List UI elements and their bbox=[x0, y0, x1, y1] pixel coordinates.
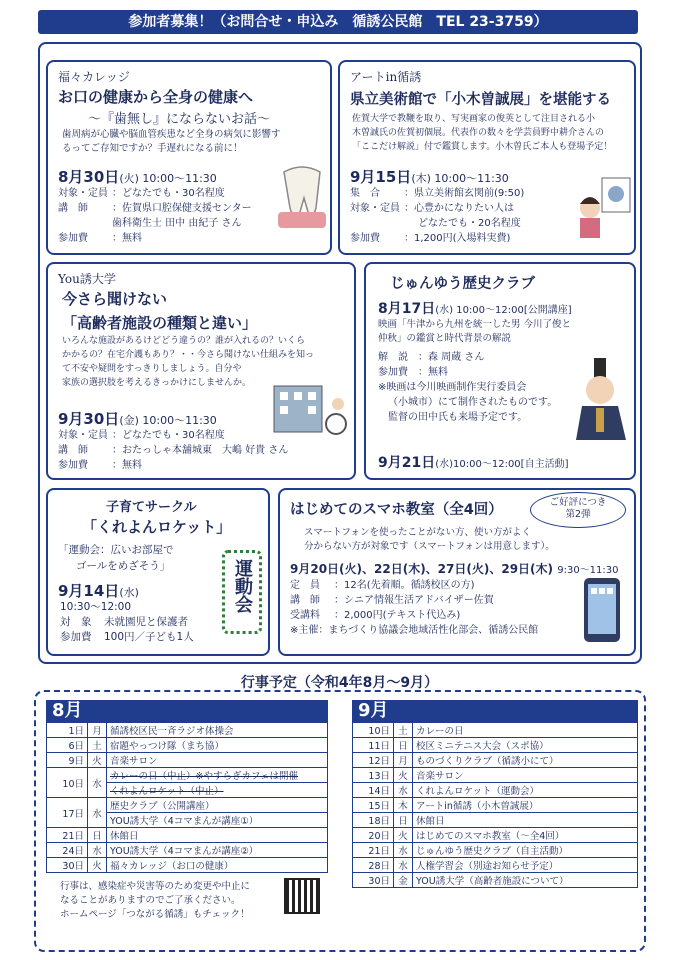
table-row: YOU誘大学（4コマまんが講座①） bbox=[47, 813, 328, 828]
event-desc: スマートフォンを使ったことがない方、使い方がよく 分からない方が対象です（スマートフォンは用意します）。 bbox=[304, 527, 555, 552]
table-row: 24日 水 YOU誘大学（4コマまんが講座②） bbox=[47, 843, 328, 858]
event-desc: 映画「牛津から九州を統一した男 今川了俊と 仲秋」の鑑賞と時代背景の解説 bbox=[378, 319, 572, 344]
event-date: 9月30日(金) 10:00～11:30 bbox=[58, 410, 217, 428]
smartphone-illustration bbox=[576, 576, 628, 646]
august-table bbox=[46, 722, 328, 873]
event-subtitle: ～『歯無し』にならないお話～ bbox=[88, 112, 271, 127]
table-row: 11日 日 校区ミニテニス大会（スポ協） bbox=[353, 738, 638, 753]
table-row: 20日 火 はじめてのスマホ教室（～全4回） bbox=[353, 828, 638, 843]
qr-code[interactable] bbox=[284, 878, 320, 914]
event-desc: 「運動会：広いお部屋で ゴールをめざそう」 bbox=[58, 544, 174, 572]
painting-viewer-illustration bbox=[576, 174, 632, 238]
event-date: 8月30日(火) 10:00～11:30 bbox=[58, 168, 217, 186]
event-tag: 子育てサークル bbox=[106, 500, 197, 515]
schedule-note: 行事は、感染症や災害等のため変更や中止に なることがありますのでご了承ください。 ホームページ「つながる循誘」もチェック！ bbox=[60, 881, 251, 920]
samurai-illustration bbox=[572, 356, 630, 440]
event-date: 9月14日(水) bbox=[58, 582, 139, 600]
event-desc: 歯周病が心臓や脳血管疾患など全身の病気に影響す るってご存知ですか？手遅れになる前に！ bbox=[62, 129, 281, 154]
table-row: 13日 火 音楽サロン bbox=[353, 768, 638, 783]
table-row: 17日 水 歴史クラブ（公開講座） bbox=[47, 798, 328, 813]
august-label: 8月 bbox=[46, 700, 328, 722]
table-row: 18日 日 休館日 bbox=[353, 813, 638, 828]
event-desc: 佐賀大学で教鞭を取り、写実画家の俊英として注目される小 木曽誠氏の佐賀初個展。代表作の数々を学芸員野中耕介さんの 「ここだけ解説」付で鑑賞します。小木曽氏ご本人も登場予定！ bbox=[352, 114, 613, 152]
event-title: 今さら聞けない 「高齢者施設の種類と違い」 bbox=[62, 290, 258, 332]
event-box-you-university bbox=[46, 262, 356, 480]
table-row: 9日 火 音楽サロン bbox=[47, 753, 328, 768]
event-title: はじめてのスマホ教室（全4回） bbox=[290, 502, 503, 518]
event-box-fukufuku bbox=[46, 60, 332, 255]
table-row: 30日 金 YOU誘大学（高齢者施設について） bbox=[353, 873, 638, 888]
event-details: 集 合 ：県立美術館玄関前(9:50) 対象・定員 ：心豊かになりたい人は どなたでも・20名程度 参加費 ：1,200円(入場料実費) bbox=[350, 188, 525, 244]
sports-day-badge: 運動会 bbox=[222, 550, 262, 634]
table-row: 12日 月 ものづくりクラブ（循誘小にて） bbox=[353, 753, 638, 768]
event-date-2: 9月21日(水)10:00～12:00[自主活動] bbox=[378, 455, 569, 471]
september-table bbox=[352, 722, 638, 888]
table-row: 21日 日 休館日 bbox=[47, 828, 328, 843]
header-banner: 参加者募集！（お問合せ・申込み 循誘公民館 TEL 23-3759） bbox=[38, 10, 638, 34]
table-row: 15日 木 アートin循誘（小木曽誠展） bbox=[353, 798, 638, 813]
event-details: 対象・定員 ：どなたでも・30名程度 講 師 ：おたっしゃ本舗城東 大嶋 好貴 さん 参加費 ：無料 bbox=[58, 430, 289, 471]
event-tag: アートin循誘 bbox=[350, 70, 422, 84]
event-date: 9月20日(火)、22日(木)、27日(火)、29日(木) 9:30～11:30 bbox=[290, 562, 619, 576]
care-facility-illustration bbox=[272, 376, 354, 436]
september-label: 9月 bbox=[352, 700, 638, 722]
august-schedule bbox=[46, 700, 328, 873]
table-row: 10日 土 カレーの日 bbox=[353, 723, 638, 738]
event-date: 9月15日(木) 10:00～11:30 bbox=[350, 168, 509, 186]
event-title: お口の健康から全身の健康へ bbox=[58, 88, 254, 106]
table-row: 6日 土 宿題やっつけ隊（まち協） bbox=[47, 738, 328, 753]
table-row: 1日 月 循誘校区民一斉ラジオ体操会 bbox=[47, 723, 328, 738]
event-title: じゅんゆう歴史クラブ bbox=[390, 276, 535, 292]
event-details: 10:30～12:00 対 象 未就園児と保護者 参加費 100円／子ども1人 bbox=[60, 601, 194, 643]
table-row: 10日 水 カレーの日（中止）※やすらぎカフェは開催 bbox=[47, 768, 328, 783]
event-date: 8月17日(水) 10:00～12:00[公開講座] bbox=[378, 301, 572, 317]
event-details: 対象・定員 ：どなたでも・30名程度 講 師 ：佐賀県口腔保健支援センター 歯科衛生士 田中 由紀子 さん 参加費 ：無料 bbox=[58, 188, 252, 244]
event-box-art bbox=[338, 60, 636, 255]
september-schedule bbox=[352, 700, 638, 888]
table-row: 21日 水 じゅんゆう歴史クラブ（自主活動） bbox=[353, 843, 638, 858]
event-box-crayon-rocket bbox=[46, 488, 270, 656]
event-desc: いろんな施設があるけどどう違うの？誰が入れるの？いくら かかるの？在宅介護もあり？・・今さら聞けない仕組みを知っ て不安や疑問をすっきりしましょう。自分や 家族の選択肢を考えるきっかけにしませんか。 bbox=[62, 336, 315, 388]
encore-bubble: ご好評につき 第2弾 bbox=[530, 492, 626, 528]
table-row: くれよんロケット（中止） bbox=[47, 783, 328, 798]
event-box-history-club bbox=[364, 262, 636, 480]
event-tag: 福々カレッジ bbox=[58, 70, 130, 84]
event-details: 解 説 ：森 周蔵 さん 参加費 ：無料 ※映画は今川映画制作実行委員会 （小城市）にて制作されたものです。 監督の田中氏も来場予定です。 bbox=[378, 352, 558, 423]
table-row: 30日 火 福々カレッジ（お口の健康） bbox=[47, 858, 328, 873]
schedule-title: 行事予定（令和4年8月～9月） bbox=[240, 675, 439, 691]
event-title: 「くれよんロケット」 bbox=[82, 518, 232, 536]
table-row: 28日 水 人権学習会（別途お知らせ予定） bbox=[353, 858, 638, 873]
event-box-smartphone bbox=[278, 488, 636, 656]
event-tag: You誘大学 bbox=[58, 272, 116, 286]
table-row: 14日 水 くれよんロケット（運動会） bbox=[353, 783, 638, 798]
event-details: 定 員 ：12名(先着順。循誘校区の方) 講 師 ：シニア情報生活アドバイザー佐賀 受講料 ：2,000円(テキスト代込み) ※主催：まちづくり協議会地域活性化部会、循誘公民館 bbox=[290, 580, 539, 636]
event-title: 県立美術館で「小木曽誠展」を堪能する bbox=[350, 92, 611, 108]
tooth-illustration bbox=[276, 162, 328, 232]
